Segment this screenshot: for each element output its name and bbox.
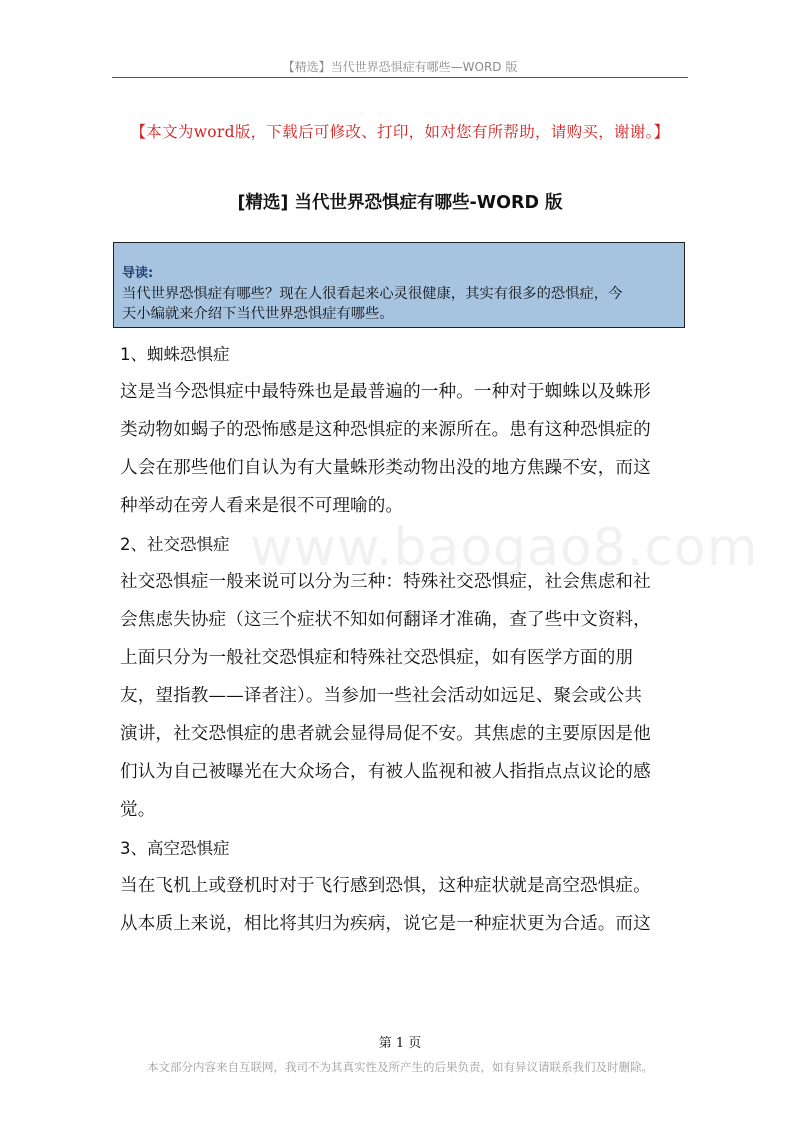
intro-label: 导读: (122, 266, 154, 281)
section-paragraph (120, 373, 688, 525)
paragraph-line: 演讲，社交恐惧症的患者就会显得局促不安。其焦虑的主要原因是他 (120, 724, 651, 744)
intro-line: 天小编就来介绍下当代世界恐惧症有哪些。 (122, 306, 394, 322)
paragraph-line: 类动物如蝎子的恐怖感是这种恐惧症的来源所在。患有这种恐惧症的 (120, 420, 651, 440)
section-paragraph (120, 867, 688, 943)
section-spider-phobia (120, 337, 688, 525)
section-social-phobia (120, 527, 688, 829)
intro-line: 当代世界恐惧症有哪些？现在人很看起来心灵很健康，其实有很多的恐惧症，今 (122, 286, 623, 302)
paragraph-line: 会焦虑失协症（这三个症状不知如何翻译才准确，查了些中文资料， (120, 610, 651, 630)
section-paragraph (120, 563, 688, 829)
section-heading: 1、蜘蛛恐惧症 (120, 345, 230, 364)
paragraph-line: 们认为自己被曝光在大众场合，有被人监视和被人指指点点议论的感 (120, 762, 651, 782)
download-notice: 【本文为word版，下载后可修改、打印，如对您有所帮助，请购买，谢谢。】 (130, 123, 670, 141)
intro-box (113, 242, 685, 328)
document-body (120, 337, 688, 945)
paragraph-line: 友，望指教——译者注）。当参加一些社会活动如远足、聚会或公共 (120, 686, 643, 706)
page-footer-disclaimer: 本文部分内容来自互联网，我司不为其真实性及所产生的后果负责，如有异议请联系我们及时删除。 (147, 1060, 653, 1074)
paragraph-line: 这是当今恐惧症中最特殊也是最普遍的一种。一种对于蜘蛛以及蛛形 (120, 382, 651, 402)
paragraph-line: 觉。 (120, 800, 156, 820)
page-header: 【精选】当代世界恐惧症有哪些—WORD 版 (282, 60, 518, 74)
watermark: www.baogao8.com (250, 518, 759, 578)
header-divider (112, 77, 688, 78)
paragraph-line: 社交恐惧症一般来说可以分为三种：特殊社交恐惧症，社会焦虑和社 (120, 572, 651, 592)
paragraph-line: 种举动在旁人看来是很不可理喻的。 (120, 496, 404, 516)
paragraph-line: 从本质上来说，相比将其归为疾病，说它是一种症状更为合适。而这 (120, 914, 651, 934)
section-fear-of-flying (120, 831, 688, 943)
page-number: 第 1 页 (378, 1036, 422, 1051)
paragraph-line: 人会在那些他们自认为有大量蛛形类动物出没的地方焦躁不安，而这 (120, 458, 651, 478)
section-heading: 2、社交恐惧症 (120, 535, 230, 554)
paragraph-line: 上面只分为一般社交恐惧症和特殊社交恐惧症，如有医学方面的朋 (120, 648, 634, 668)
section-heading: 3、高空恐惧症 (120, 839, 230, 858)
document-title: [精选] 当代世界恐惧症有哪些-WORD 版 (237, 193, 563, 213)
paragraph-line: 当在飞机上或登机时对于飞行感到恐惧，这种症状就是高空恐惧症。 (120, 876, 651, 896)
